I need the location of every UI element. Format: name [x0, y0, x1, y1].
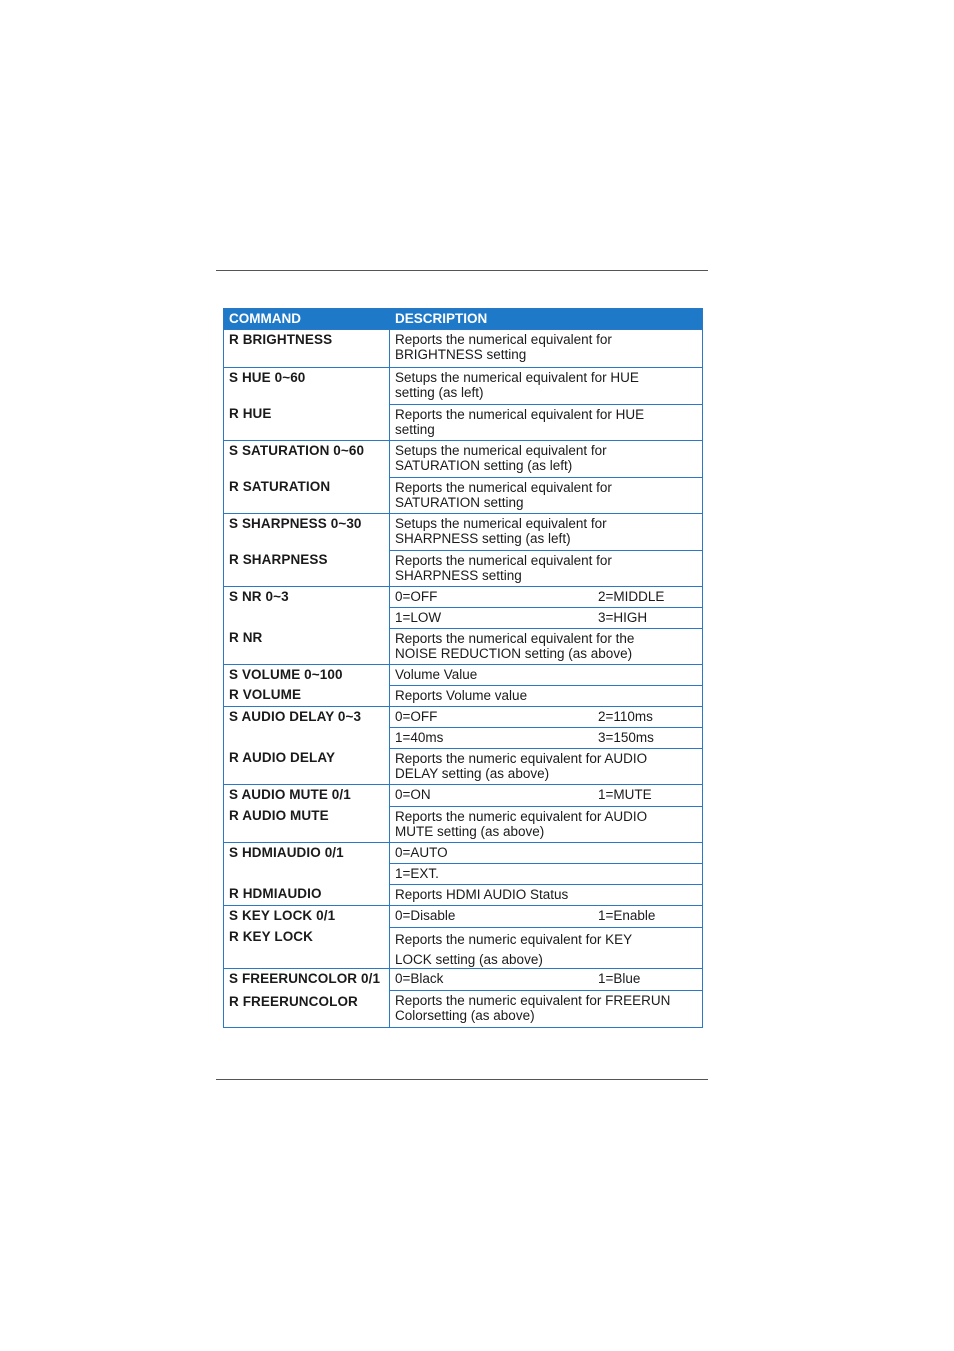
options-audio-delay-1: 0=OFF 2=110ms — [395, 709, 653, 724]
command-s-nr: S NR 0~3 — [229, 589, 289, 604]
command-s-key-lock: S KEY LOCK 0/1 — [229, 908, 336, 923]
description-r-hdmiaudio: Reports HDMI AUDIO Status — [390, 884, 702, 903]
description-r-key-lock: Reports the numeric equivalent for KEY LOCK setting (as above) — [390, 927, 702, 970]
header-command: COMMAND — [229, 311, 301, 326]
options-nr-2: 1=LOW 3=HIGH — [390, 607, 702, 628]
options-nr-1: 0=OFF 2=MIDDLE — [395, 589, 665, 604]
row-hdmiaudio — [224, 842, 702, 905]
row-sharpness — [224, 513, 702, 586]
command-r-audio-mute: R AUDIO MUTE — [229, 808, 329, 823]
command-r-audio-delay: R AUDIO DELAY — [229, 750, 336, 765]
options-audio-delay-2: 1=40ms 3=150ms — [390, 727, 702, 748]
row-volume — [224, 664, 702, 706]
command-r-hdmiaudio: R HDMIAUDIO — [229, 886, 322, 901]
top-rule — [216, 270, 708, 271]
row-audio-delay — [224, 706, 702, 784]
description-r-hue: Reports the numerical equivalent for HUE setting — [390, 404, 702, 437]
description-r-brightness: Reports the numerical equivalent for BRIGHTNESS setting — [395, 332, 612, 362]
command-s-volume: S VOLUME 0~100 — [229, 667, 343, 682]
description-r-saturation: Reports the numerical equivalent for SATURATION setting — [390, 477, 702, 510]
command-r-key-lock: R KEY LOCK — [229, 929, 314, 944]
command-r-hue: R HUE — [229, 406, 272, 421]
row-hue — [224, 367, 702, 440]
row-nr — [224, 586, 702, 664]
row-audio-mute — [224, 784, 702, 842]
command-s-saturation: S SATURATION 0~60 — [229, 443, 365, 458]
command-table — [223, 308, 703, 1028]
description-r-freeruncolor: Reports the numeric equivalent for FREERUN Colorsetting (as above) — [390, 990, 702, 1023]
description-r-volume: Reports Volume value — [390, 685, 702, 704]
options-freeruncolor: 0=Black 1=Blue — [395, 971, 641, 986]
row-key-lock — [224, 905, 702, 968]
row-saturation — [224, 440, 702, 513]
command-r-sharpness: R SHARPNESS — [229, 552, 328, 567]
description-s-saturation: Setups the numerical equivalent for SATURATION setting (as left) — [395, 443, 607, 473]
description-s-volume: Volume Value — [395, 667, 478, 682]
description-s-hue: Setups the numerical equivalent for HUE setting (as left) — [395, 370, 639, 400]
description-r-audio-delay: Reports the numeric equivalent for AUDIO DELAY setting (as above) — [390, 748, 702, 781]
command-r-volume: R VOLUME — [229, 687, 302, 702]
command-s-audio-mute: S AUDIO MUTE 0/1 — [229, 787, 351, 802]
row-freeruncolor — [224, 968, 702, 1027]
header-description: DESCRIPTION — [395, 311, 488, 326]
command-r-saturation: R SATURATION — [229, 479, 331, 494]
description-r-sharpness: Reports the numerical equivalent for SHARPNESS setting — [390, 550, 702, 583]
description-s-sharpness: Setups the numerical equivalent for SHARPNESS setting (as left) — [395, 516, 607, 546]
description-r-audio-mute: Reports the numeric equivalent for AUDIO MUTE setting (as above) — [390, 806, 702, 839]
option-hdmiaudio-1: 0=AUTO — [395, 845, 448, 860]
table-header — [224, 309, 702, 329]
command-s-hue: S HUE 0~60 — [229, 370, 306, 385]
row-brightness — [224, 329, 702, 367]
command-s-sharpness: S SHARPNESS 0~30 — [229, 516, 362, 531]
options-audio-mute: 0=ON 1=MUTE — [395, 787, 652, 802]
option-hdmiaudio-2: 1=EXT. — [390, 863, 702, 884]
command-r-freeruncolor: R FREERUNCOLOR — [229, 994, 358, 1009]
command-s-audio-delay: S AUDIO DELAY 0~3 — [229, 709, 362, 724]
command-s-hdmiaudio: S HDMIAUDIO 0/1 — [229, 845, 344, 860]
command-r-brightness: R BRIGHTNESS — [229, 332, 333, 347]
options-key-lock: 0=Disable 1=Enable — [395, 908, 656, 923]
command-r-nr: R NR — [229, 630, 263, 645]
command-s-freeruncolor: S FREERUNCOLOR 0/1 — [229, 971, 381, 986]
bottom-rule — [216, 1079, 708, 1080]
description-r-nr: Reports the numerical equivalent for the NOISE REDUCTION setting (as above) — [390, 628, 702, 661]
